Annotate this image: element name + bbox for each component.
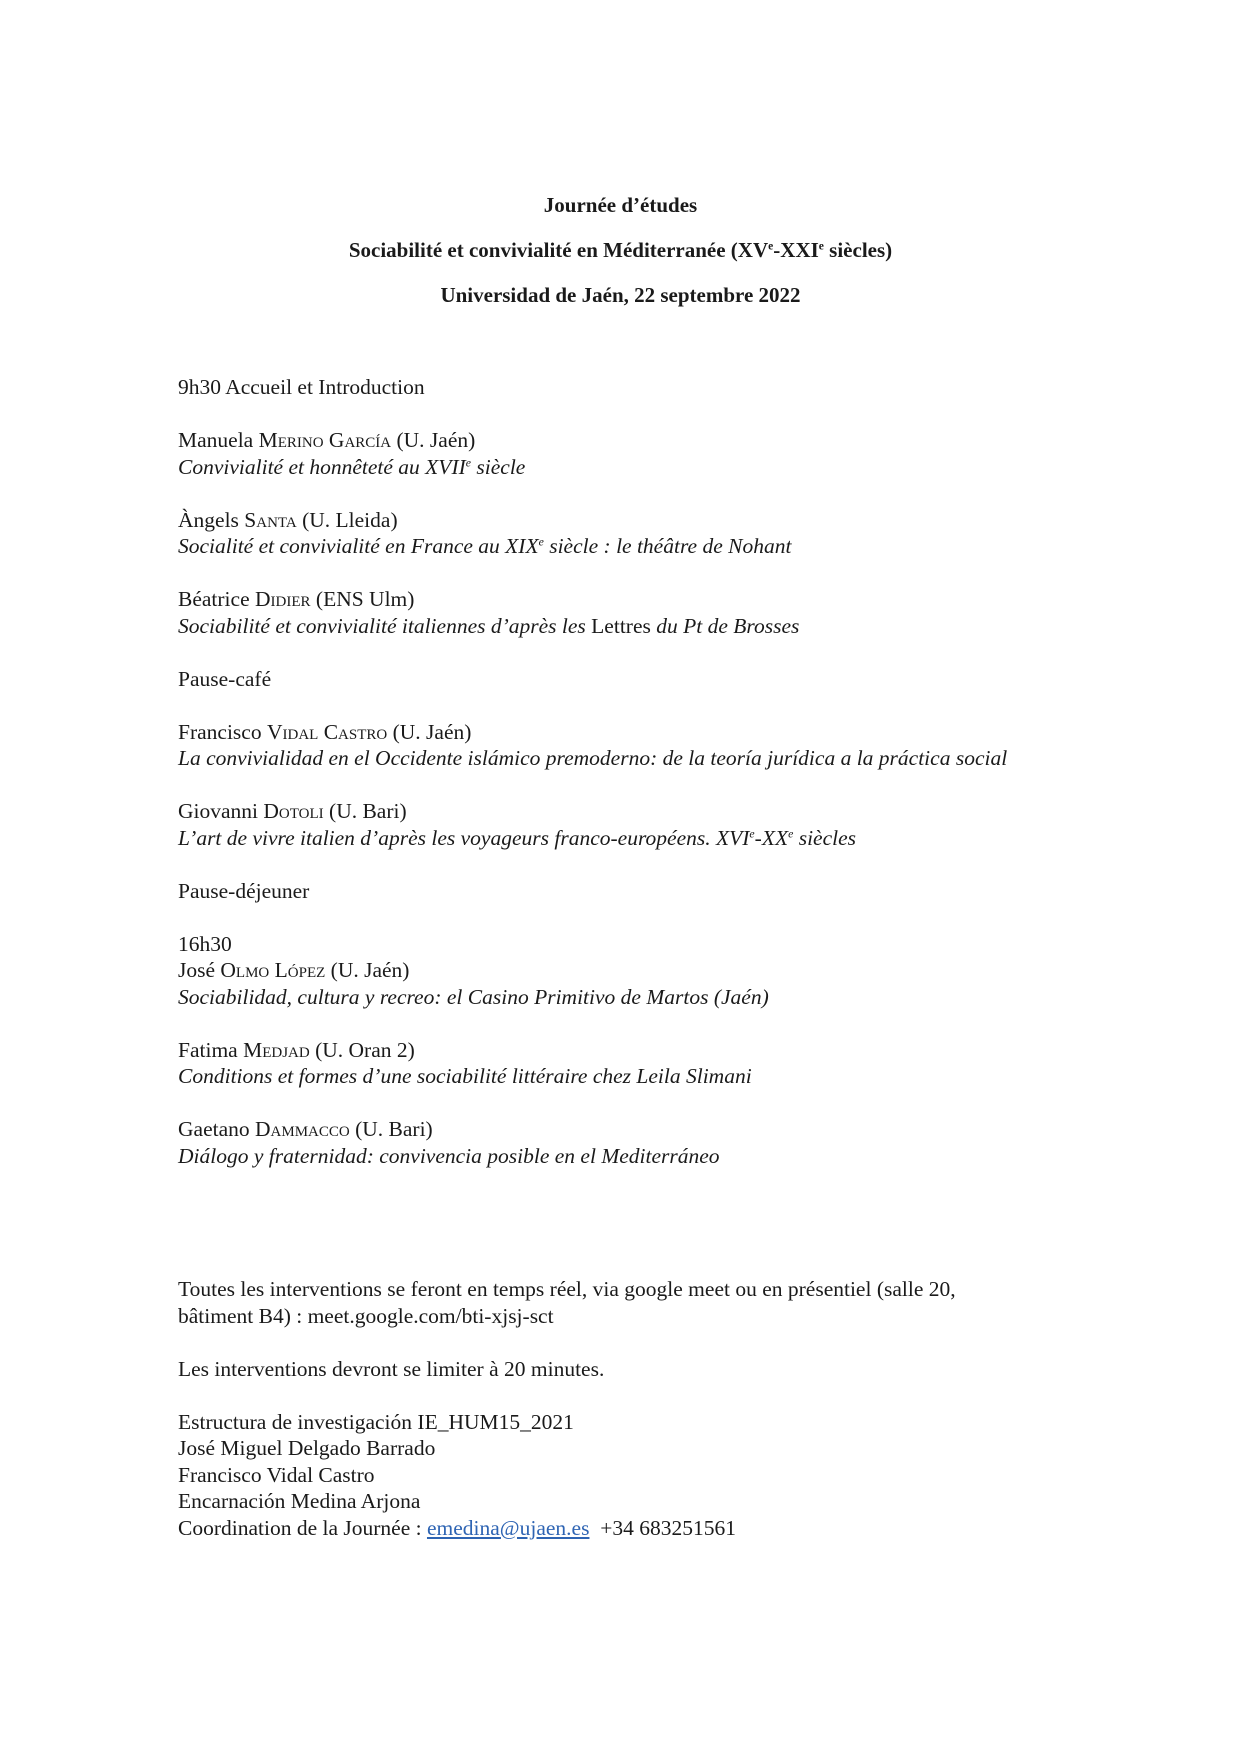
speaker-first-name: José [178,958,221,982]
title-text: -XXI [773,238,819,262]
speaker-last-name: Dotoli [263,799,324,823]
talk-entry [178,586,1178,639]
program-body [178,374,1178,1196]
speaker-last-name: Medjad [243,1037,310,1062]
speaker-first-name: Francisco [178,719,267,744]
event-venue-date: Universidad de Jaén, 22 septembre 2022 [440,283,801,307]
talk-title-text: du Pt de Brosses [650,613,800,638]
superscript: e [465,454,472,469]
superscript: e [538,534,544,549]
superscript: e [768,240,774,253]
lunch-break: Pause-déjeuner [178,878,310,903]
coffee-break: Pause-café [178,666,272,691]
organizers-block [178,1409,1178,1542]
speaker-first-name: Àngels [178,507,245,532]
talk-title: La convivialidad en el Occidente islámico premoderno: de la teoría jurídica a la práctica social [178,746,1008,770]
talk-entry [178,931,1178,1011]
document-header [0,192,1241,327]
talk-title [178,613,1178,640]
talk-title-text: siècle [471,454,526,479]
title-text: siècles) [823,238,893,262]
organizer-name: Francisco Vidal Castro [178,1462,375,1487]
speaker-first-name: Fatima [178,1037,244,1062]
superscript: e [818,240,824,253]
talk-title: Conditions et formes d’une sociabilité littéraire chez Leila Slimani [178,1064,752,1088]
title-text: Sociabilité et convivialité en Méditerranée (XV [348,238,769,262]
speaker-affiliation: (U. Jaén) [325,958,410,982]
talk-title [178,825,1178,852]
talk-title-text: L’art de vivre italien d’après les voyageurs franco-européens. XVI [178,825,750,850]
talk-entry [178,1116,1178,1169]
talk-entry [178,507,1178,560]
speaker [178,427,1178,454]
speaker-affiliation: (U. Bari) [323,799,407,823]
talk-title: Sociabilidad, cultura y recreo: el Casino Primitivo de Martos (Jaén) [178,984,769,1009]
talk-title-text: siècles [793,825,857,850]
speaker [178,586,1178,613]
opening-session: 9h30 Accueil et Introduction [178,375,425,399]
talk-title-text: -XX [754,825,789,850]
event-type-title: Journée d’études [543,193,698,217]
phone-number: +34 683251561 [589,1515,736,1540]
speaker-affiliation: (U. Lleida) [296,507,398,532]
speaker-first-name: Manuela [178,428,259,452]
notice-text: bâtiment B4) : meet.google.com/bti-xjsj-sct [178,1303,554,1328]
speaker [178,507,1178,534]
organizer-name: Encarnación Medina Arjona [178,1489,421,1513]
talk-entry [178,1037,1178,1090]
speaker [178,1037,1178,1064]
coordination-label: Coordination de la Journée : [178,1515,427,1540]
superscript: e [788,825,794,840]
afternoon-time: 16h30 [178,931,232,956]
event-main-title [0,237,1241,282]
speaker-last-name: Olmo López [220,958,326,982]
talk-title-text: Convivialité et honnêteté au XVII [178,454,466,479]
talk-title [178,533,1178,560]
speaker-last-name: Didier [255,587,311,611]
superscript: e [749,825,755,840]
speaker-first-name: Gaetano [178,1117,256,1141]
speaker-last-name: Santa [244,507,297,532]
document-footer [178,1276,1178,1541]
speaker-last-name: Merino García [258,428,392,452]
speaker-first-name: Giovanni [178,799,264,823]
talk-title-text: siècle : le théâtre de Nohant [543,534,792,558]
talk-entry [178,427,1178,480]
research-structure: Estructura de investigación IE_HUM15_2021 [178,1409,574,1434]
email-link[interactable]: emedina@ujaen.es [426,1515,590,1540]
speaker-last-name: Vidal Castro [266,719,388,744]
speaker [178,957,1178,984]
speaker [178,719,1178,746]
attendance-notice [178,1276,1178,1329]
work-title: Lettres [591,613,651,638]
talk-entry [178,798,1178,851]
speaker [178,1116,1178,1143]
talk-title [178,454,1178,481]
coordination-line [178,1515,1178,1542]
speaker-affiliation: (ENS Ulm) [310,587,415,611]
speaker-last-name: Dammacco [255,1117,350,1141]
speaker-affiliation: (U. Bari) [349,1117,433,1141]
talk-title-text: Sociabilité et convivialité italiennes d’après les [178,613,592,638]
organizer-name: José Miguel Delgado Barrado [178,1436,436,1460]
talk-entry [178,719,1178,772]
talk-title: Diálogo y fraternidad: convivencia posible en el Mediterráneo [178,1143,720,1168]
speaker-affiliation: (U. Oran 2) [309,1037,415,1062]
notice-text: Toutes les interventions se feront en temps réel, via google meet ou en présentiel (salle 20, [178,1277,956,1301]
speaker-first-name: Béatrice [178,587,255,611]
speaker [178,798,1178,825]
talk-title-text: Socialité et convivialité en France au XIX [178,534,539,558]
speaker-affiliation: (U. Jaén) [391,428,476,452]
time-limit-notice: Les interventions devront se limiter à 20 minutes. [178,1356,605,1381]
speaker-affiliation: (U. Jaén) [387,719,472,744]
